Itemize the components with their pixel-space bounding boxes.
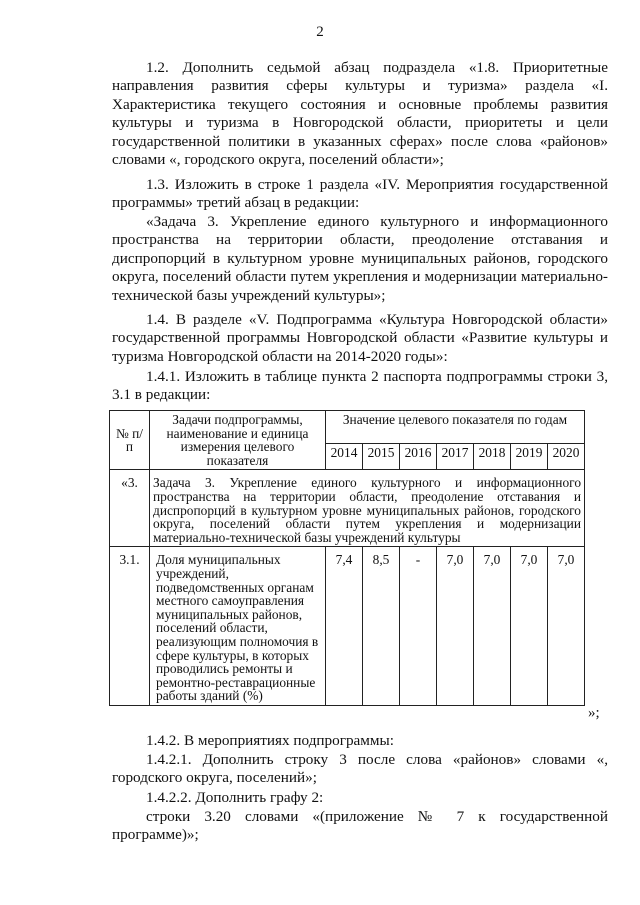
page-number: 2 <box>316 24 324 40</box>
paragraph-1-3: 1.3. Изложить в строке 1 раздела «IV. Мероприятия государственной программы» третий абзац в редакции: <box>112 176 608 212</box>
table-header-row <box>110 411 585 444</box>
value-cell: 8,5 <box>363 547 400 706</box>
value-cell: 7,0 <box>474 547 511 706</box>
header-task: Задачи подпрограммы, наименование и единица измерения целевого показателя <box>150 411 326 470</box>
paragraph-1-2: 1.2. Дополнить седьмой абзац подраздела «1.8. Приоритетные направления развития сферы культуры и туризма» раздела «I. Характеристика текущего состояния и основные проблемы развития культуры и туризма в Новгородской области, приоритеты и цели государственной политики в указанных сферах» после слова «районов» словами «, городского округа, поселений области»; <box>112 59 608 169</box>
paragraph-1-4-1: 1.4.1. Изложить в таблице пункта 2 паспорта подпрограммы строки 3, 3.1 в редакции: <box>112 368 608 404</box>
header-number: № п/п <box>110 411 150 470</box>
header-value: Значение целевого показателя по годам <box>326 411 585 444</box>
year-cell: 2016 <box>400 444 437 470</box>
paragraph-task-3-quote: «Задача 3. Укрепление единого культурного и информационного пространства на территории области, преодоление отставания и диспропорций в культурном уровне муниципальных районов, городского округа, поселений области путем укрепления и модернизации материально-технической базы учреждений культуры»; <box>112 213 608 304</box>
value-cell: 7,0 <box>548 547 585 706</box>
paragraph-1-4-2-1: 1.4.2.1. Дополнить строку 3 после слова «районов» словами «, городского округа, поселений»; <box>112 751 608 787</box>
year-cell: 2014 <box>326 444 363 470</box>
table-row-3-1 <box>110 547 585 706</box>
subprogram-passport-table <box>109 410 585 706</box>
value-cell: - <box>400 547 437 706</box>
row-3-text: Задача 3. Укрепление единого культурного и информационного пространства на территории области, преодоление отставания и диспропорций в культурном уровне муниципальных районов, городского округа, поселений области путем укрепления и модернизации материально-технической базы учреждений культуры <box>150 470 585 547</box>
value-cell: 7,0 <box>511 547 548 706</box>
year-cell: 2017 <box>437 444 474 470</box>
year-cell: 2020 <box>548 444 585 470</box>
row-3-number: «3. <box>110 470 150 547</box>
value-cell: 7,4 <box>326 547 363 706</box>
table-closing-quote: »; <box>588 705 600 721</box>
paragraph-row-3-20: строки 3.20 словами «(приложение № 7 к государственной программе)»; <box>112 808 608 844</box>
year-cell: 2018 <box>474 444 511 470</box>
value-cell: 7,0 <box>437 547 474 706</box>
row-3-1-number: 3.1. <box>110 547 150 706</box>
paragraph-1-4-2: 1.4.2. В мероприятиях подпрограммы: <box>146 732 394 749</box>
year-cell: 2019 <box>511 444 548 470</box>
paragraph-1-4-2-2: 1.4.2.2. Дополнить графу 2: <box>146 789 324 806</box>
year-cell: 2015 <box>363 444 400 470</box>
table-row-3 <box>110 470 585 547</box>
paragraph-1-4: 1.4. В разделе «V. Подпрограмма «Культура Новгородской области» государственной программы Новгородской области «Развитие культуры и туризма Новгородской области на 2014-2020 годы»: <box>112 311 608 365</box>
row-3-1-text: Доля муниципальных учреждений, подведомственных органам местного самоуправления муниципальных районов, поселений области, реализующим полномочия в сфере культуры, в которых проводились ремонты и ремонтно-реставрационные работы зданий (%) <box>150 547 326 706</box>
